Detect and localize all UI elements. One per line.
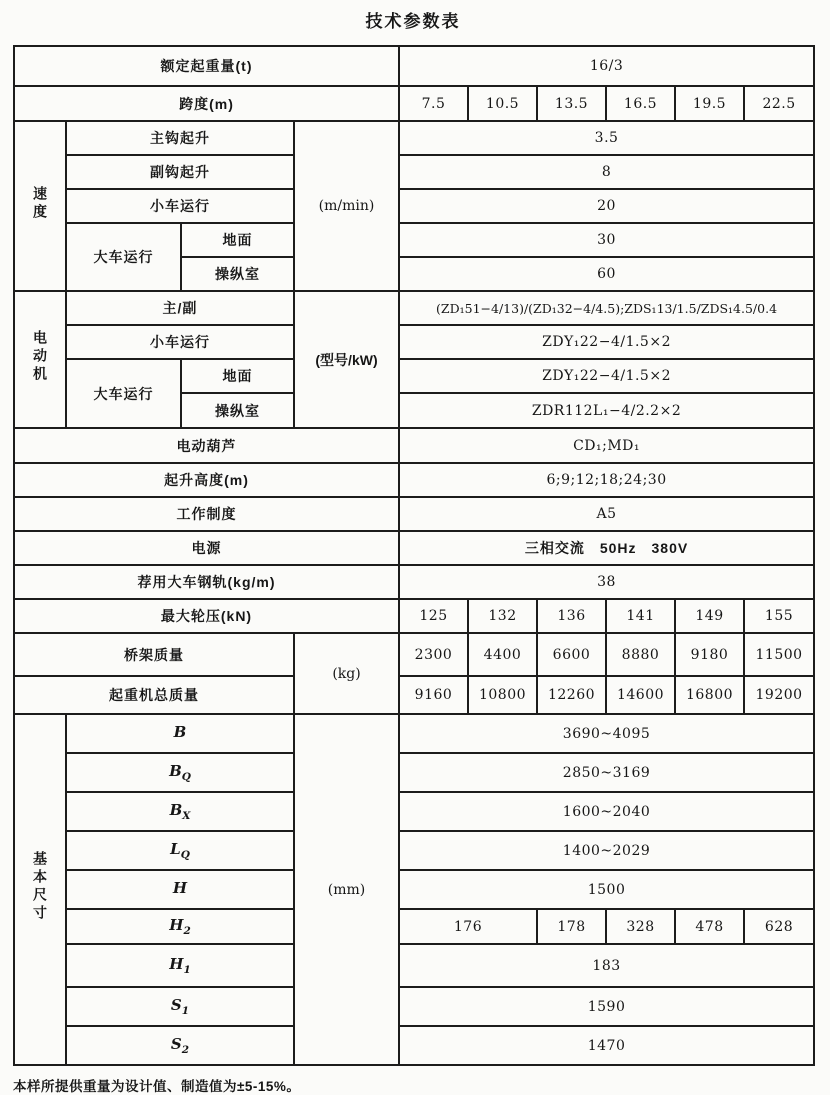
span-value-6: 22.5 [744,86,814,121]
span-value-1: 7.5 [399,86,468,121]
motor-main-aux-label: 主/副 [66,291,294,325]
speed-aux-hoist-value: 8 [399,155,814,189]
bridge-mass-value-5: 9180 [675,633,744,676]
row-speed-aux-hoist [14,155,814,189]
total-mass-value-5: 16800 [675,676,744,714]
row-span [14,86,814,121]
row-duty [14,497,814,531]
motor-trolley-label: 小车运行 [66,325,294,359]
motor-crane-ground-label: 地面 [181,359,294,393]
total-mass-value-4: 14600 [606,676,675,714]
dim-S1-base: S [170,996,182,1014]
row-motor-trolley [14,325,814,359]
wheel-load-value-4: 141 [606,599,675,633]
speed-group-label: 速度 [32,185,48,222]
row-rated-capacity [14,46,814,86]
hoist-value: CD₁;MD₁ [399,428,814,463]
footnote: 本样所提供重量为设计值、制造值为±5-15%。 [13,1079,301,1094]
rail-label: 荐用大车钢轨(kg/m) [14,565,399,599]
dim-S1-sub: 1 [181,1005,190,1017]
dim-H2-sub: 2 [183,925,191,937]
motor-crane-ground-value: ZDY₁22−4/1.5×2 [399,359,814,393]
dim-BX-base: B [169,801,183,819]
row-lifting-height [14,463,814,497]
dim-H1-value: 183 [399,944,814,987]
row-hoist [14,428,814,463]
wheel-load-value-5: 149 [675,599,744,633]
mass-unit: (kg) [294,633,399,714]
bridge-mass-value-4: 8880 [606,633,675,676]
hoist-label: 电动葫芦 [14,428,399,463]
bridge-mass-value-1: 2300 [399,633,468,676]
rated-capacity-label: 额定起重量(t) [14,46,399,86]
row-dim-S2 [14,1026,814,1065]
motor-crane-cab-label: 操纵室 [181,393,294,428]
span-label: 跨度(m) [14,86,399,121]
bridge-mass-value-2: 4400 [468,633,537,676]
dim-H-label [66,870,294,909]
motor-group-cell [14,291,66,428]
dim-BQ-value: 2850~3169 [399,753,814,792]
dim-LQ-value: 1400~2029 [399,831,814,870]
speed-trolley-value: 20 [399,189,814,223]
rated-capacity-value: 16/3 [399,46,814,86]
dim-BX-sub: X [182,810,191,822]
dim-H2-value-5: 628 [744,909,814,944]
dim-S2-base: S [170,1035,182,1053]
row-dim-H1 [14,944,814,987]
power-value: 三相交流 50Hz 380V [399,531,814,565]
speed-crane-ground-value: 30 [399,223,814,257]
dim-B-base: B [173,723,187,741]
motor-main-aux-value: (ZD₁51−4/13)/(ZD₁32−4/4.5);ZDS₁13/1.5/ZDS₁4.5/0.4 [399,291,814,325]
span-value-5: 19.5 [675,86,744,121]
wheel-load-label: 最大轮压(kN) [14,599,399,633]
page-title: 技术参数表 [365,12,461,31]
dim-H2-value-1: 176 [399,909,537,944]
total-mass-value-2: 10800 [468,676,537,714]
span-value-2: 10.5 [468,86,537,121]
dim-H-value: 1500 [399,870,814,909]
motor-group-label: 电动机 [32,330,48,384]
speed-crane-label: 大车运行 [66,223,181,291]
row-motor-crane-ground [14,359,814,393]
speed-main-hoist-label: 主钩起升 [66,121,294,155]
span-value-3: 13.5 [537,86,606,121]
dim-H2-value-3: 328 [606,909,675,944]
dimensions-group-cell [14,714,66,1065]
wheel-load-value-6: 155 [744,599,814,633]
dim-H2-value-2: 178 [537,909,606,944]
total-mass-value-6: 19200 [744,676,814,714]
dim-BQ-sub: Q [181,771,191,783]
bridge-mass-value-3: 6600 [537,633,606,676]
row-dim-H2 [14,909,814,944]
wheel-load-value-1: 125 [399,599,468,633]
row-motor-main-aux [14,291,814,325]
row-speed-trolley [14,189,814,223]
dim-LQ-base: L [170,840,181,858]
power-label: 电源 [14,531,399,565]
duty-value: A5 [399,497,814,531]
row-dim-B [14,714,814,753]
row-dim-LQ [14,831,814,870]
speed-aux-hoist-label: 副钩起升 [66,155,294,189]
lifting-height-value: 6;9;12;18;24;30 [399,463,814,497]
lifting-height-label: 起升高度(m) [14,463,399,497]
dim-S2-sub: 2 [181,1044,190,1056]
dim-BQ-base: B [169,762,182,780]
dim-S1-value: 1590 [399,987,814,1026]
speed-crane-cab-value: 60 [399,257,814,291]
row-dim-H [14,870,814,909]
total-mass-value-3: 12260 [537,676,606,714]
dim-LQ-label [66,831,294,870]
dim-H1-sub: 1 [183,964,191,976]
wheel-load-value-3: 136 [537,599,606,633]
speed-trolley-label: 小车运行 [66,189,294,223]
speed-crane-ground-label: 地面 [181,223,294,257]
row-speed-main-hoist [14,121,814,155]
dim-BX-value: 1600~2040 [399,792,814,831]
row-bridge-mass [14,633,814,676]
span-value-4: 16.5 [606,86,675,121]
dim-S1-label [66,987,294,1026]
motor-unit: (型号/kW) [294,291,399,428]
row-rail [14,565,814,599]
speed-main-hoist-value: 3.5 [399,121,814,155]
row-dim-BX [14,792,814,831]
dim-H1-label [66,944,294,987]
row-dim-BQ [14,753,814,792]
row-wheel-load [14,599,814,633]
dim-BX-label [66,792,294,831]
duty-label: 工作制度 [14,497,399,531]
row-speed-crane-ground [14,223,814,257]
total-mass-label: 起重机总质量 [14,676,294,714]
dim-H2-base: H [169,916,184,934]
dim-B-value: 3690~4095 [399,714,814,753]
dim-H2-value-4: 478 [675,909,744,944]
motor-crane-cab-value: ZDR112L₁−4/2.2×2 [399,393,814,428]
dim-H1-base: H [169,955,184,973]
bridge-mass-value-6: 11500 [744,633,814,676]
speed-crane-cab-label: 操纵室 [181,257,294,291]
motor-trolley-value: ZDY₁22−4/1.5×2 [399,325,814,359]
dim-S2-value: 1470 [399,1026,814,1065]
dim-LQ-sub: Q [180,849,190,861]
speed-group-cell [14,121,66,291]
row-total-mass [14,676,814,714]
rail-value: 38 [399,565,814,599]
dimensions-unit: (mm) [294,714,399,1065]
dim-B-label [66,714,294,753]
dim-BQ-label [66,753,294,792]
wheel-load-value-2: 132 [468,599,537,633]
row-dim-S1 [14,987,814,1026]
dimensions-group-label: 基本尺寸 [32,851,48,923]
bridge-mass-label: 桥架质量 [14,633,294,676]
dim-H2-label [66,909,294,944]
total-mass-value-1: 9160 [399,676,468,714]
speed-unit: (m/min) [294,121,399,291]
row-power [14,531,814,565]
motor-crane-label: 大车运行 [66,359,181,428]
parameters-table [13,45,815,1066]
dim-S2-label [66,1026,294,1065]
dim-H-base: H [172,879,188,897]
